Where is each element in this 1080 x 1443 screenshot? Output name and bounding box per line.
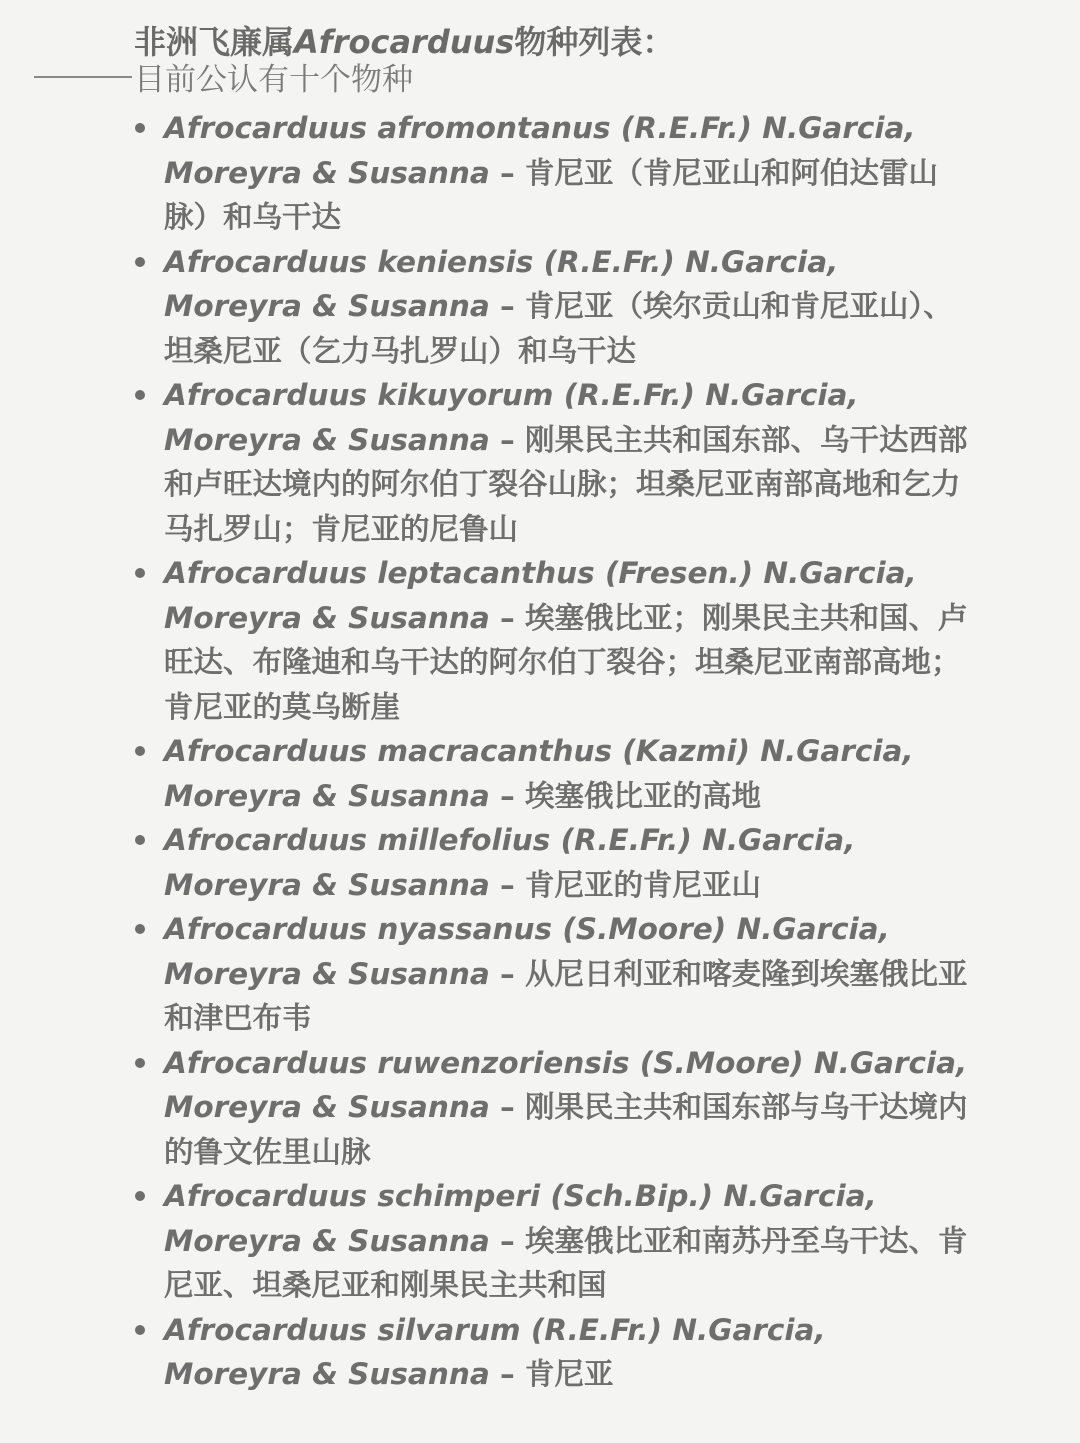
subtitle-rule	[34, 76, 132, 78]
bullet-icon	[135, 746, 145, 756]
species-distribution: – 埃塞俄比亚的高地	[489, 778, 762, 813]
bullet-icon	[135, 924, 145, 934]
species-name: Afrocarduus kikuyorum (R.E.Fr.) N.Garcia, Moreyra & Susanna	[164, 378, 859, 457]
bullet-icon	[135, 1191, 145, 1201]
species-distribution: – 肯尼亚的肯尼亚山	[489, 867, 762, 902]
species-name: Afrocarduus schimperi (Sch.Bip.) N.Garcia, Moreyra & Susanna	[164, 1179, 877, 1258]
page-subtitle: 目前公认有十个物种	[134, 62, 413, 98]
species-name: Afrocarduus macracanthus (Kazmi) N.Garcia, Moreyra & Susanna	[164, 734, 914, 813]
species-item	[0, 1041, 970, 1175]
species-item	[0, 1308, 970, 1397]
species-distribution: – 肯尼亚（埃尔贡山和肯尼亚山）、坦桑尼亚（乞力马扎罗山）和乌干达	[164, 289, 953, 368]
species-item	[0, 907, 970, 1041]
bullet-icon	[135, 390, 145, 400]
species-item	[0, 240, 970, 374]
species-list	[0, 106, 1080, 1397]
bullet-icon	[135, 1325, 145, 1335]
title-genus: Afrocarduus	[294, 23, 515, 61]
species-name: Afrocarduus nyassanus (S.Moore) N.Garcia, Moreyra & Susanna	[164, 912, 890, 991]
species-name: Afrocarduus ruwenzoriensis (S.Moore) N.Garcia, Moreyra & Susanna	[164, 1045, 968, 1124]
page-title	[134, 22, 674, 62]
species-distribution: – 埃塞俄比亚和南苏丹至乌干达、肯尼亚、坦桑尼亚和刚果民主共和国	[164, 1223, 968, 1302]
species-distribution: – 刚果民主共和国东部与乌干达境内的鲁文佐里山脉	[164, 1090, 968, 1169]
species-distribution: – 肯尼亚	[489, 1357, 614, 1391]
title-suffix: 物种列表：	[514, 23, 675, 61]
species-distribution: – 肯尼亚（肯尼亚山和阿伯达雷山脉）和乌干达	[164, 155, 939, 234]
bullet-icon	[135, 1058, 145, 1068]
bullet-icon	[135, 123, 145, 133]
species-distribution: – 从尼日利亚和喀麦隆到埃塞俄比亚和津巴布韦	[164, 956, 968, 1035]
species-item	[0, 551, 970, 729]
bullet-icon	[135, 257, 145, 267]
title-prefix: 非洲飞廉属	[134, 23, 295, 61]
species-distribution: – 埃塞俄比亚；刚果民主共和国、卢旺达、布隆迪和乌干达的阿尔伯丁裂谷；坦桑尼亚南部高地；肯尼亚的莫乌断崖	[164, 600, 968, 724]
species-item	[0, 818, 970, 907]
species-item	[0, 106, 970, 240]
species-name: Afrocarduus millefolius (R.E.Fr.) N.Garcia, Moreyra & Susanna	[164, 823, 856, 902]
species-item	[0, 1174, 970, 1308]
species-item	[0, 729, 970, 818]
species-name: Afrocarduus keniensis (R.E.Fr.) N.Garcia, Moreyra & Susanna	[164, 244, 839, 323]
species-name: Afrocarduus afromontanus (R.E.Fr.) N.Garcia, Moreyra & Susanna	[164, 111, 916, 190]
species-distribution: – 刚果民主共和国东部、乌干达西部和卢旺达境内的阿尔伯丁裂谷山脉；坦桑尼亚南部高地和乞力马扎罗山；肯尼亚的尼鲁山	[164, 422, 968, 546]
bullet-icon	[135, 568, 145, 578]
bullet-icon	[135, 835, 145, 845]
species-name: Afrocarduus leptacanthus (Fresen.) N.Garcia, Moreyra & Susanna	[164, 556, 917, 635]
species-item	[0, 373, 970, 551]
species-name: Afrocarduus silvarum (R.E.Fr.) N.Garcia, Moreyra & Susanna	[164, 1312, 826, 1391]
